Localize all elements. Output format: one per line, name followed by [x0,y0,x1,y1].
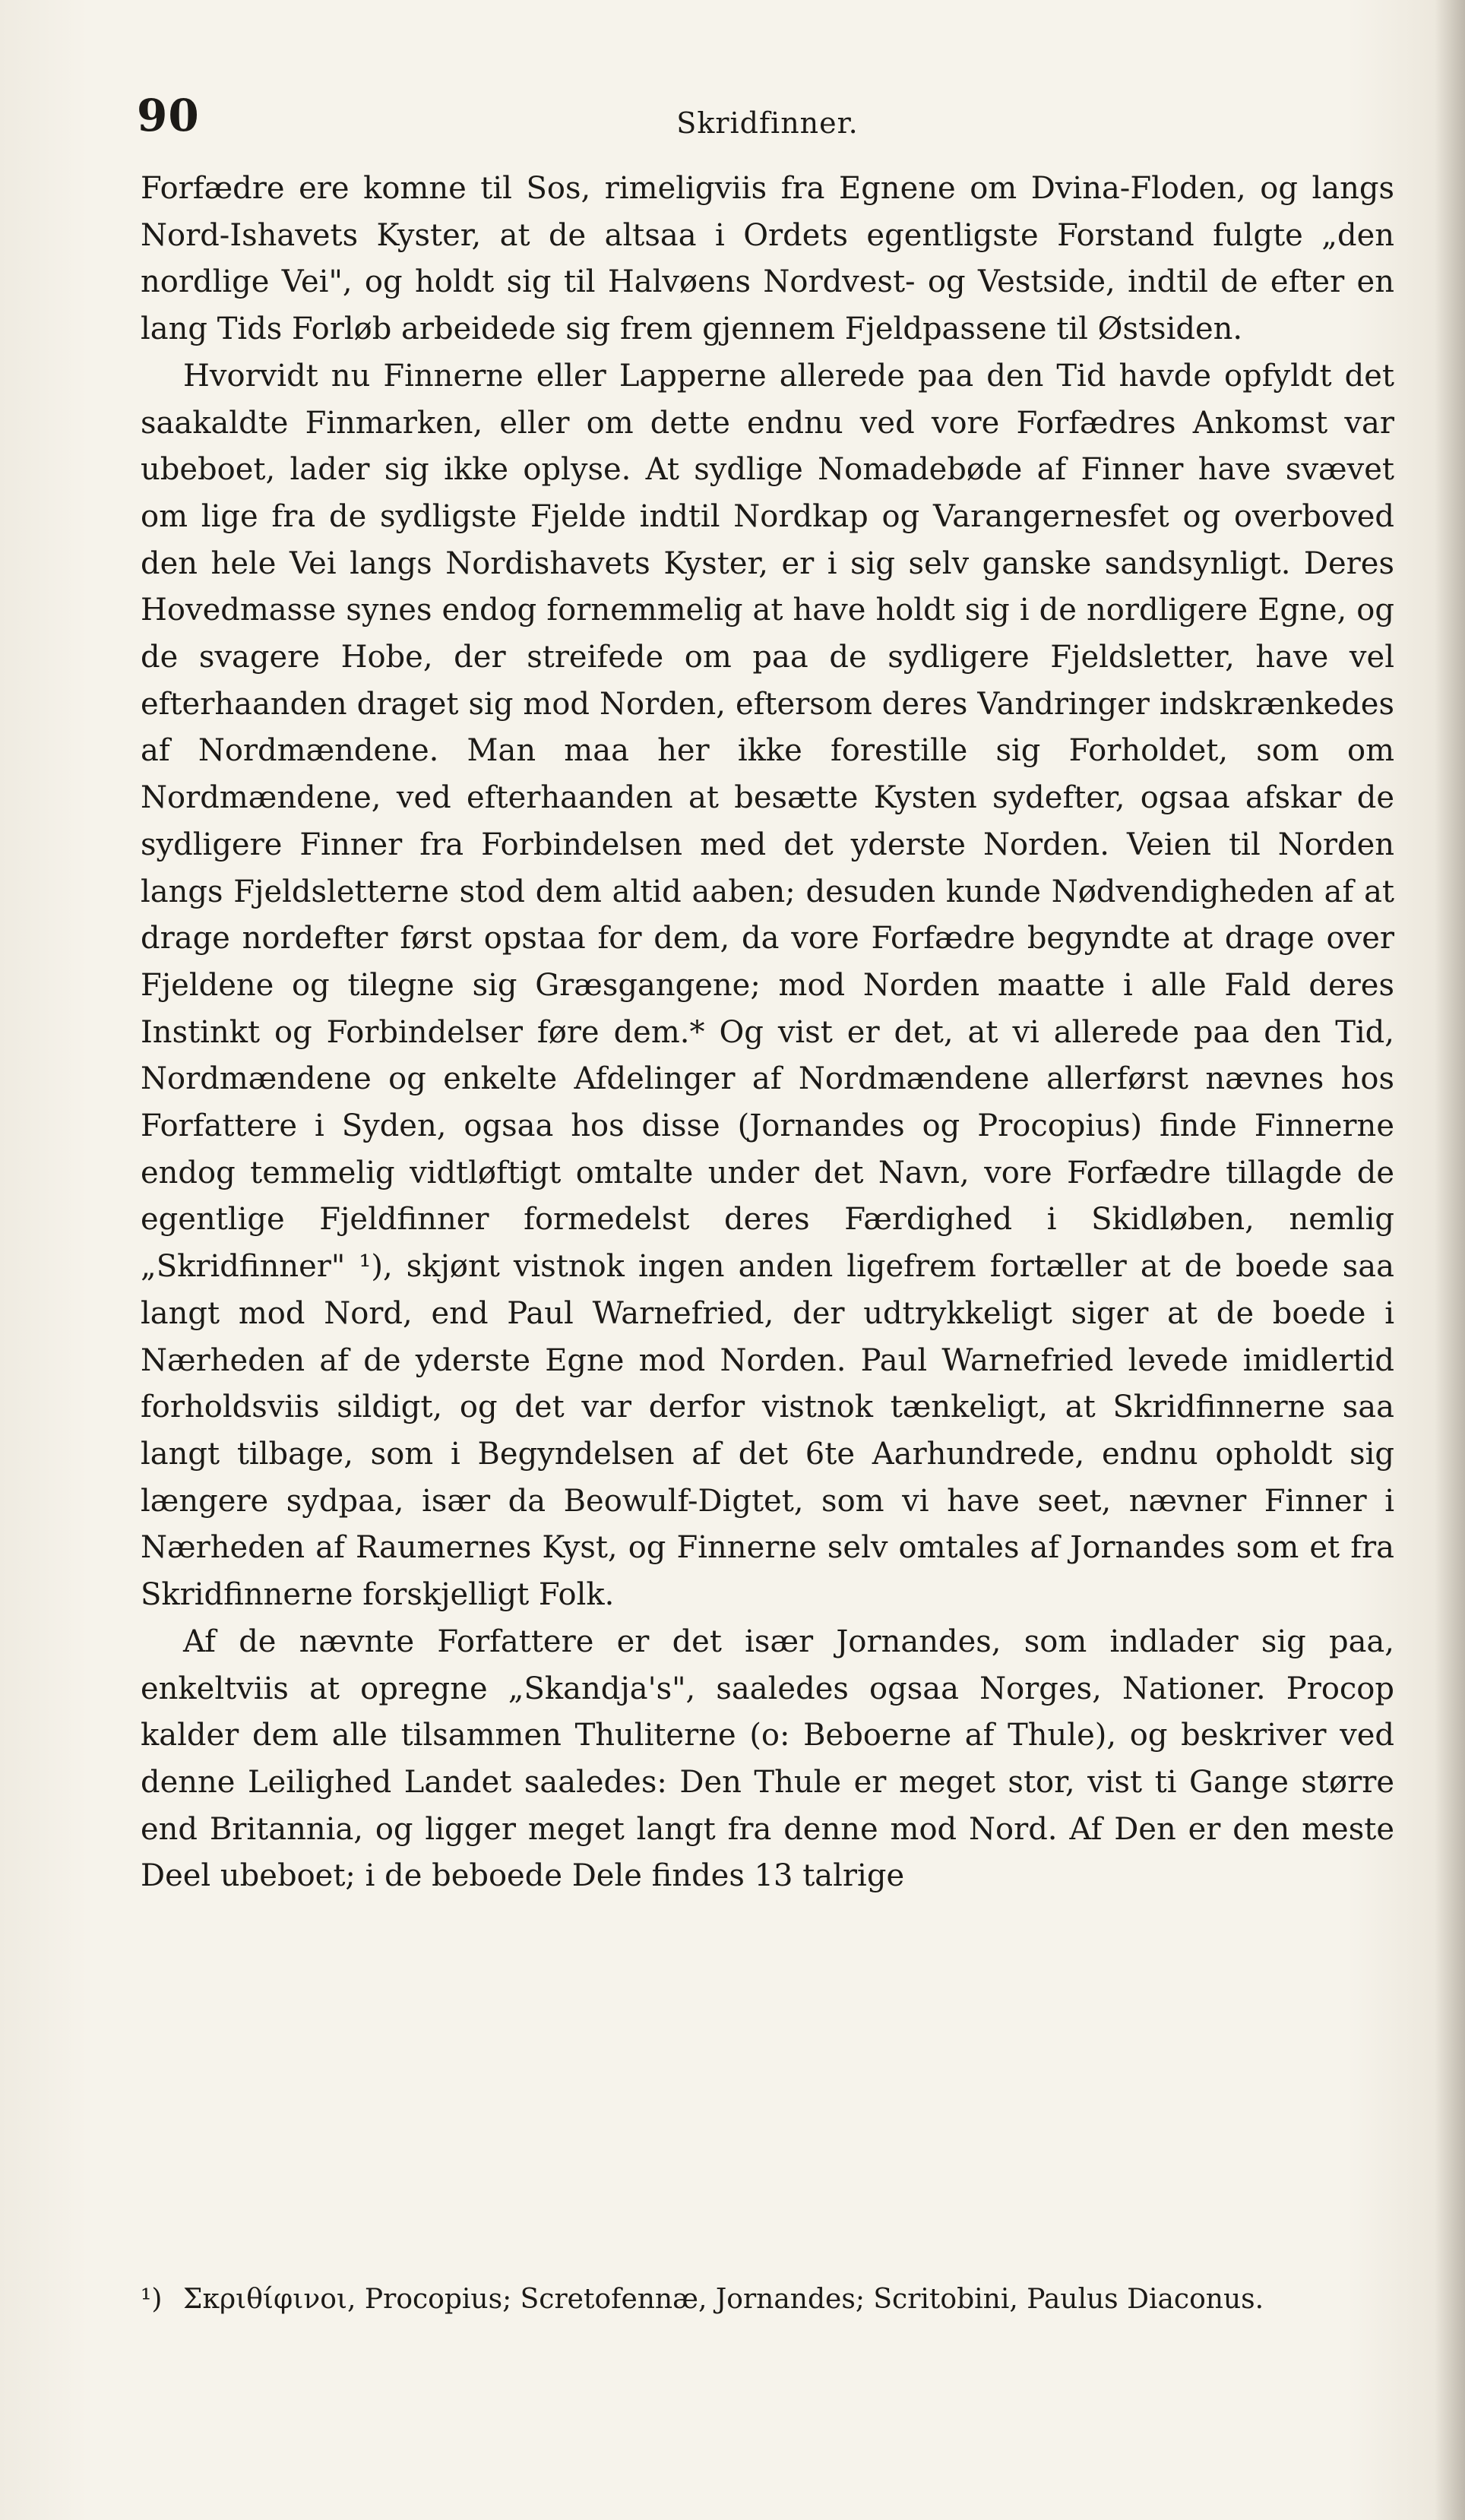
footnote [141,2281,1394,2319]
footnote-text: Σκριθίφινοι, Procopius; Scretofennæ, Jornandes; Scritobini, Paulus Diaconus. [183,2284,1264,2315]
paragraph: Hvorvidt nu Finnerne eller Lapperne allerede paa den Tid havde opfyldt det saakaldte Finmarken, eller om dette endnu ved vore Forfædres Ankomst var ubeboet, lader sig ikke oplyse. At sydlige Nomadebøde af Finner have svævet om lige fra de sydligste Fjelde indtil Nordkap og Varangernesfet og overboved den hele Vei langs Nordishavets Kyster, er i sig selv ganske sandsynligt. Deres Hovedmasse synes endog fornemmelig at have holdt sig i de nordligere Egne, og de svagere Hobe, der streifede om paa de sydligere Fjeldsletter, have vel efterhaanden draget sig mod Norden, eftersom deres Vandringer indskrænkedes af Nordmændene. Man maa her ikke forestille sig Forholdet, som om Nordmændene, ved efterhaanden at besætte Kysten sydefter, ogsaa afskar de sydligere Finner fra Forbindelsen med det yderste Norden. Veien til Norden langs Fjeldsletterne stod dem altid aaben; desuden kunde Nødvendigheden af at drage nordefter først opstaa for dem, da vore Forfædre begyndte at drage over Fjeldene og tilegne sig Græsgangene; mod Norden maatte i alle Fald deres Instinkt og Forbindelser føre dem.* Og vist er det, at vi allerede paa den Tid, Nordmændene og enkelte Afdelinger af Nordmændene allerførst nævnes hos Forfattere i Syden, ogsaa hos disse (Jornandes og Procopius) finde Finnerne endog temmelig vidtløftigt omtalte under det Navn, vore Forfædre tillagde de egentlige Fjeldfinner formedelst deres Færdighed i Skidløben, nemlig „Skridfinner" ¹), skjønt vistnok ingen anden ligefrem fortæller at de boede saa langt mod Nord, end Paul Warnefried, der udtrykkeligt siger at de boede i Nærheden af de yderste Egne mod Norden. Paul Warnefried levede imidlertid forholdsviis sildigt, og det var derfor vistnok tænkeligt, at Skridfinnerne saa langt tilbage, som i Begyndelsen af det 6te Aarhundrede, endnu opholdt sig længere sydpaa, især da Beowulf-Digtet, som vi have seet, nævner Finner i Nærheden af Raumernes Kyst, og Finnerne selv omtales af Jornandes som et fra Skridfinnerne forskjelligt Folk. [141,358,1394,1613]
body-text [141,166,1394,1900]
footnote-mark: ¹) [141,2284,163,2315]
paragraph: Forfædre ere komne til Sos, rimeligviis fra Egnene om Dvina-Floden, og langs Nord-Ishavets Kyster, at de altsaa i Ordets egentligste Forstand fulgte „den nordlige Vei", og holdt sig til Halvøens Nordvest- og Vestside, indtil de efter en lang Tids Forløb arbeidede sig frem gjennem Fjeldpassene til Østsiden. [141,171,1394,347]
page-number: 90 [137,90,200,141]
page-header [137,90,1398,150]
paragraph: Af de nævnte Forfattere er det især Jornandes, som indlader sig paa, enkeltviis at opregne „Skandja's", saaledes ogsaa Norges, Nationer. Procop kalder dem alle tilsammen Thuliterne (o: Beboerne af Thule), og beskriver ved denne Leilighed Landet saaledes: Den Thule er meget stor, vist ti Gange større end Britannia, og ligger meget langt fra denne mod Nord. Af Den er den meste Deel ubeboet; i de beboede Dele findes 13 talrige [141,1624,1394,1894]
footnotes [141,2281,1394,2319]
running-head: Skridfinner. [676,106,859,140]
page-edge-shadow [1435,0,1465,2520]
